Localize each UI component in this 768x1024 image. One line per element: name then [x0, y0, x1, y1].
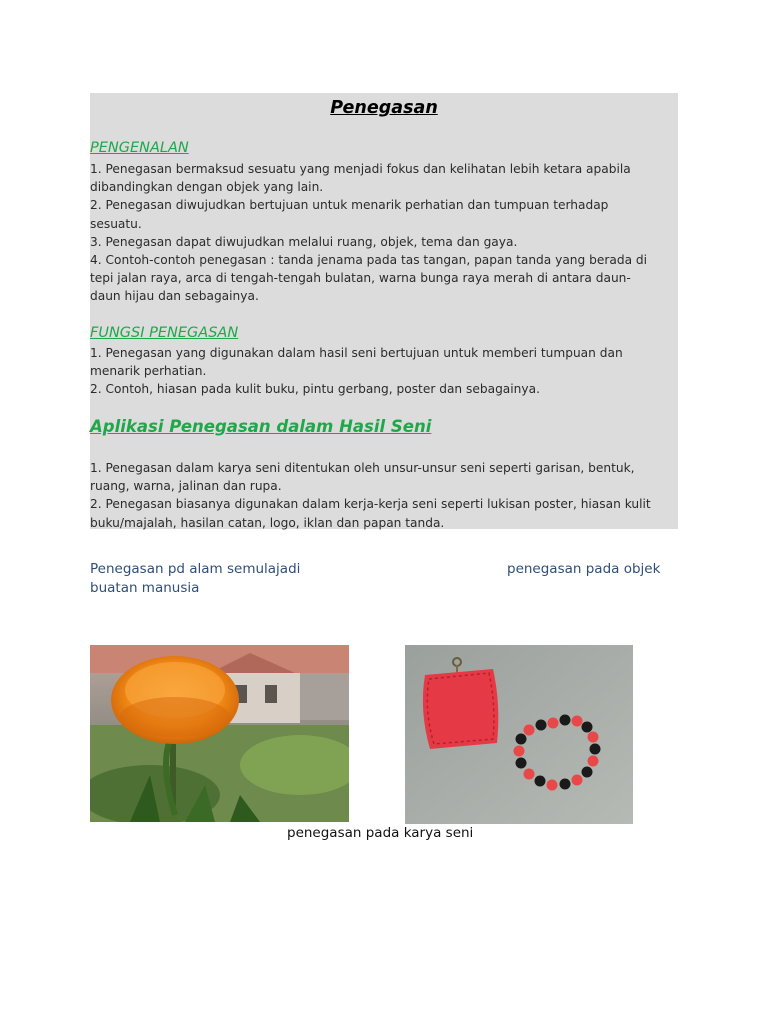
section-body-fungsi — [90, 344, 670, 399]
marigold-photo — [90, 645, 349, 822]
text-line: daun hijau dan sebagainya. — [90, 289, 259, 304]
crafts-photo — [405, 645, 633, 824]
caption-left-line2: buatan manusia — [90, 580, 200, 596]
section-body-aplikasi — [90, 459, 670, 532]
text-line: tepi jalan raya, arca di tengah-tengah bulatan, warna bunga raya merah di antara daun- — [90, 271, 631, 286]
text-line: 1. Penegasan dalam karya seni ditentukan oleh unsur-unsur seni seperti garisan, bentuk, — [90, 461, 635, 475]
text-line: 1. Penegasan yang digunakan dalam hasil seni bertujuan untuk memberi tumpuan dan — [90, 346, 623, 360]
text-line: menarik perhatian. — [90, 364, 207, 379]
page-title: Penegasan — [330, 98, 438, 118]
section-heading-fungsi: FUNGSI PENEGASAN — [90, 325, 239, 341]
text-line: dibandingkan dengan objek yang lain. — [90, 180, 324, 195]
text-line: 3. Penegasan dapat diwujudkan melalui ruang, objek, tema dan gaya. — [90, 234, 518, 249]
caption-right: penegasan pada objek — [507, 561, 661, 577]
text-line: 2. Contoh, hiasan pada kulit buku, pintu gerbang, poster dan sebagainya. — [90, 382, 540, 397]
section-heading-pengenalan: PENGENALAN — [90, 140, 189, 156]
caption-bottom: penegasan pada karya seni — [287, 825, 474, 841]
text-line: 2. Penegasan biasanya digunakan dalam kerja-kerja seni seperti lukisan poster, hiasan kulit — [90, 497, 651, 512]
text-line: 2. Penegasan diwujudkan bertujuan untuk menarik perhatian dan tumpuan terhadap — [90, 198, 609, 213]
text-line: sesuatu. — [90, 216, 142, 231]
section-heading-aplikasi: Aplikasi Penegasan dalam Hasil Seni — [90, 417, 432, 436]
text-line: buku/majalah, hasilan catan, logo, iklan dan papan tanda. — [90, 515, 445, 530]
caption-left: Penegasan pd alam semulajadi — [90, 561, 301, 577]
text-line: 1. Penegasan bermaksud sesuatu yang menjadi fokus dan kelihatan lebih ketara apabila — [90, 162, 631, 176]
text-line: 4. Contoh-contoh penegasan : tanda jenama pada tas tangan, papan tanda yang berada di — [90, 253, 648, 268]
text-line: ruang, warna, jalinan dan rupa. — [90, 479, 282, 494]
section-body-pengenalan — [90, 160, 670, 306]
